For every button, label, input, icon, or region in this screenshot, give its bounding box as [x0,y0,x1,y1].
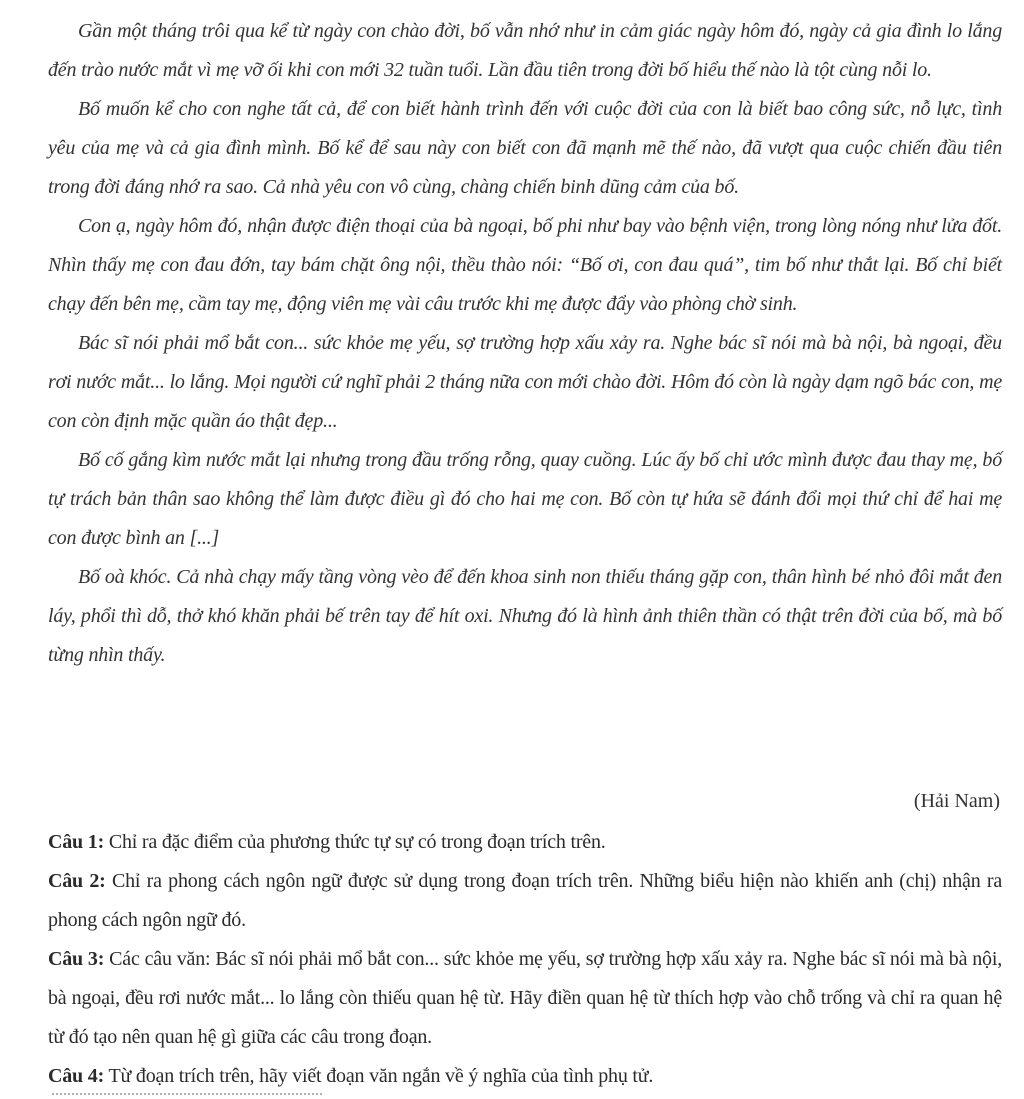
question-1-text: Chỉ ra đặc điểm của phương thức tự sự có trong đoạn trích trên. [104,831,606,853]
question-2-label: Câu 2: [48,870,106,892]
question-2-text: Chỉ ra phong cách ngôn ngữ được sử dụng trong đoạn trích trên. Những biểu hiện nào khiến anh (chị) nhận ra phong cách ngôn ngữ đó. [48,870,1003,931]
question-2 [48,862,1002,940]
passage-paragraph-4: Bác sĩ nói phải mổ bắt con... sức khỏe mẹ yếu, sợ trường hợp xấu xảy ra. Nghe bác sĩ nói mà bà nội, bà ngoại, đều rơi nước mắt... lo lắng. Mọi người cứ nghĩ phải 2 tháng nữa con mới chào đời. Hôm đó còn là ngày dạm ngõ bác con, mẹ con còn định mặc quần áo thật đẹp... [48,332,1002,432]
passage-author: (Hải Nam) [913,790,1000,812]
question-1-label: Câu 1: [48,831,105,853]
passage [48,12,1002,675]
question-list [48,823,1002,1096]
question-3-text: Các câu văn: Bác sĩ nói phải mổ bắt con... sức khỏe mẹ yếu, sợ trường hợp xấu xảy ra. Nghe bác sĩ nói mà bà nội, bà ngoại, đều rơi nước mắt... lo lắng còn thiếu quan hệ từ. Hãy điền quan hệ từ thích hợp vào chỗ trống và chỉ ra quan hệ từ đó tạo nên quan hệ gì giữa các câu trong đoạn. [48,948,1003,1048]
question-3-label: Câu 3: [48,948,105,970]
passage-paragraph-5: Bố cố gắng kìm nước mắt lại nhưng trong đầu trống rỗng, quay cuồng. Lúc ấy bố chỉ ước mình được đau thay mẹ, bố tự trách bản thân sao không thể làm được điều gì đó cho hai mẹ con. Bố còn tự hứa sẽ đánh đổi mọi thứ chỉ để hai mẹ con được bình an [...] [48,449,1002,549]
question-4 [48,1057,1002,1096]
passage-paragraph-3: Con ạ, ngày hôm đó, nhận được điện thoại của bà ngoại, bố phi như bay vào bệnh viện, trong lòng nóng như lửa đốt. Nhìn thấy mẹ con đau đớn, tay bám chặt ông nội, thều thào nói: “Bố ơi, con đau quá”, tim bố như thắt lại. Bố chỉ biết chạy đến bên mẹ, cầm tay mẹ, động viên mẹ vài câu trước khi mẹ được đẩy vào phòng chờ sinh. [48,215,1002,315]
question-1 [48,823,1002,862]
question-4-label: Câu 4: [48,1065,105,1087]
question-4-text: Từ đoạn trích trên, hãy viết đoạn văn ngắn về ý nghĩa của tình phụ tử. [104,1065,654,1087]
passage-paragraph-2: Bố muốn kể cho con nghe tất cả, để con biết hành trình đến với cuộc đời của con là biết bao công sức, nỗ lực, tình yêu của mẹ và cả gia đình mình. Bố kể để sau này con biết con đã mạnh mẽ thế nào, đã vượt qua cuộc chiến đầu tiên trong đời đáng nhớ ra sao. Cả nhà yêu con vô cùng, chàng chiến binh dũng cảm của bố. [48,98,1002,198]
passage-paragraph-6: Bố oà khóc. Cả nhà chạy mấy tầng vòng vèo để đến khoa sinh non thiếu tháng gặp con, thân hình bé nhỏ đôi mắt đen láy, phổi thì dỗ, thở khó khăn phải bế trên tay để hít oxi. Nhưng đó là hình ảnh thiên thần có thật trên đời của bố, mà bố từng nhìn thấy. [48,566,1002,666]
question-3 [48,940,1002,1057]
passage-paragraph-1: Gần một tháng trôi qua kể từ ngày con chào đời, bố vẫn nhớ như in cảm giác ngày hôm đó, ngày cả gia đình lo lắng đến trào nước mắt vì mẹ vỡ ối khi con mới 32 tuần tuổi. Lần đầu tiên trong đời bố hiểu thế nào là tột cùng nỗi lo. [48,20,1002,81]
